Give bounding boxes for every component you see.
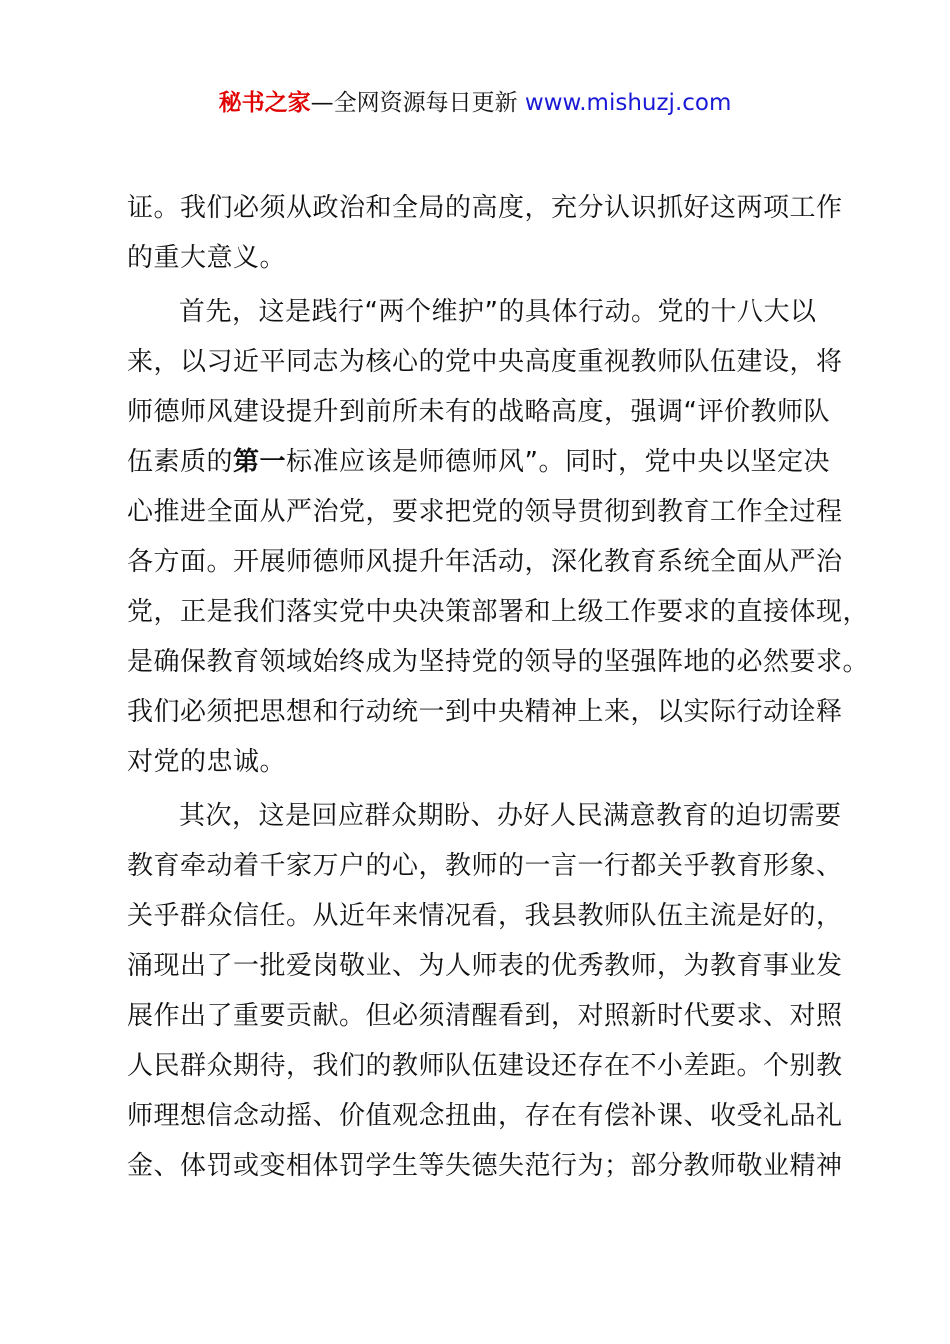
page-header <box>0 86 950 120</box>
text-line: 我们必须把思想和行动统一到中央精神上来，以实际行动诠释 <box>127 697 843 727</box>
header-tagline: —全网资源每日更新 <box>310 90 518 116</box>
text-line: 人民群众期待，我们的教师队伍建设还存在不小差距。个别教 <box>127 1051 843 1081</box>
text-line-emphasis <box>127 437 837 487</box>
text-line: 教育牵动着千家万户的心，教师的一言一行都关乎教育形象、 <box>127 851 843 881</box>
text-line: 证。我们必须从政治和全局的高度，充分认识抓好这两项工作 <box>127 193 843 223</box>
text-line: 党，正是我们落实党中央决策部署和上级工作要求的直接体现， <box>127 597 870 627</box>
brand-name: 秘书之家 <box>218 90 311 116</box>
text-line: 其次，这是回应群众期盼、办好人民满意教育的迫切需要 <box>179 801 842 831</box>
bold-text: 第一 <box>233 447 287 477</box>
text-line: 金、体罚或变相体罚学生等失德失范行为；部分教师敬业精神 <box>127 1151 843 1181</box>
text-line: 来，以习近平同志为核心的党中央高度重视教师队伍建设，将 <box>127 347 843 377</box>
text-line: 对党的忠诚。 <box>127 747 287 777</box>
text-line: 师德师风建设提升到前所未有的战略高度，强调“评价教师队 <box>127 397 830 427</box>
site-url-link[interactable]: www.mishuzj.com <box>524 90 732 116</box>
text-line: 涌现出了一批爱岗敬业、为人师表的优秀教师，为教育事业发 <box>127 951 843 981</box>
text-line: 各方面。开展师德师风提升年活动，深化教育系统全面从严治 <box>127 547 843 577</box>
text-line: 关乎群众信任。从近年来情况看，我县教师队伍主流是好的， <box>127 901 843 931</box>
text-line: 心推进全面从严治党，要求把党的领导贯彻到教育工作全过程 <box>127 497 843 527</box>
text-line: 是确保教育领域始终成为坚持党的领导的坚强阵地的必然要求。 <box>127 647 870 677</box>
text-line: 首先，这是践行“两个维护”的具体行动。党的十八大以 <box>179 297 817 327</box>
text-line: 展作出了重要贡献。但必须清醒看到，对照新时代要求、对照 <box>127 1001 843 1031</box>
text-line: 的重大意义。 <box>127 243 287 273</box>
text-line: 师理想信念动摇、价值观念扭曲，存在有偿补课、收受礼品礼 <box>127 1101 843 1131</box>
text-segment: 伍素质的 <box>127 447 234 477</box>
text-segment: 标准应该是师德师风”。同时，党中央以坚定决 <box>286 447 831 477</box>
document-body <box>127 183 870 1191</box>
